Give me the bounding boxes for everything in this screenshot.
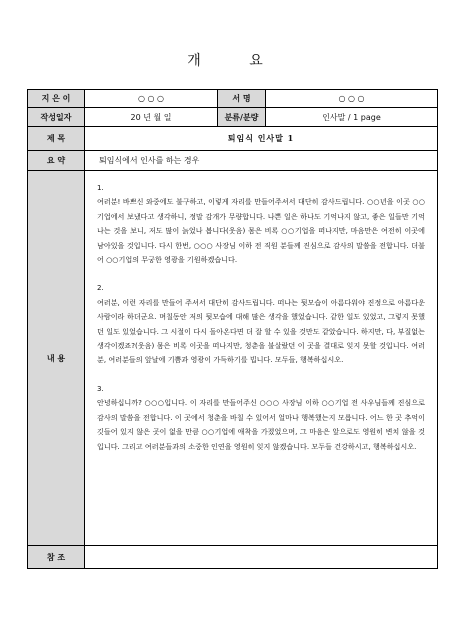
content-body	[85, 171, 438, 546]
paragraph-2-number: 2.	[97, 283, 104, 293]
paragraph-2: 여러분, 이런 자리를 만들어 주셔서 대단히 감사드립니다. 떠나는 뒷모습이 아름다워야 진정으로 아름다운 사람이라 하더군요. 며칠동안 저의 뒷모습에 대해 많은 생각을 했었습니다. 같한 일도 있었고, 그렇지 못했던 일도 있었습니다. 그 시절이 다시 돌아온다면 더 잘 할 수 있을 것만도 같았습니다. 하지만, 다, 부질없는 생각이겠죠?(웃음) 몸은 비록 이곳을 떠나지만, 청춘을 불살랐던 이 곳을 결대로 잊지 못할 것입니다. 여러분, 여러분들의 앞날에 기쁨과 영광이 가득하기를 빕니다. 모두들, 행복하십시오.	[97, 297, 425, 365]
name-value: ○ ○ ○	[266, 90, 438, 108]
paragraph-1: 여러분! 바쁘신 와중에도 불구하고, 이렇게 자리를 만들어주셔서 대단히 감사드립니다. ○○년을 이곳 ○○기업에서 보냈다고 생각하니, 정말 감개가 무량합니다. 나쁜 일은 하나도 기억나지 않고, 좋은 일들만 기억나는 것을 보니, 저도 많이 늙었나 봅니다(웃음) 몸은 비록 ○○기업을 떠나지만, 마음만은 여전히 이곳에 남아있을 것입니다. 다시 한번, ○○○ 사장님 이하 전 직원 분들께 진심으로 감사의 말씀을 전합니다. 더불어 ○○기업의 무궁한 영광을 기원하겠습니다.	[97, 197, 425, 265]
author-label: 지 은 이	[28, 90, 85, 108]
reference-label: 참 조	[28, 546, 85, 569]
paragraph-3-number: 3.	[97, 383, 104, 393]
reference-row	[28, 546, 438, 569]
document-form-table	[27, 89, 438, 569]
title-label: 제 목	[28, 127, 85, 151]
reference-value	[85, 546, 438, 569]
content-label: 내 용	[28, 171, 85, 546]
document-title: 퇴임식 인사말 1	[85, 127, 438, 151]
date-row	[28, 108, 438, 127]
name-label: 서 명	[218, 90, 266, 108]
date-label: 작성일자	[28, 108, 85, 127]
summary-value: 퇴임식에서 인사를 하는 경우	[85, 151, 438, 171]
summary-row	[28, 151, 438, 171]
paragraph-3: 안녕하십니까? ○○○입니다. 이 자리를 만들어주신 ○○○ 사장님 이하 ○○기업 전 사우님들께 진심으로 감사의 말씀을 전합니다. 이 곳에서 청춘을 바칠 수 있어서 얼마나 행복했는지 모릅니다. 어느 한 곳 추억이 깃들어 있지 않은 곳이 없을 만큼 ○○기업에 애착을 가졌었으며, 그 마음은 앞으로도 영원히 변치 않을 것입니다. 그리고 여러분들과의 소중한 인연을 영원히 잊지 않겠습니다. 모두들 건강하시고, 행복하십시오.	[97, 398, 425, 451]
summary-label: 요 약	[28, 151, 85, 171]
date-value: 20 년 월 일	[85, 108, 218, 127]
author-value: ○ ○ ○	[85, 90, 218, 108]
content-row	[28, 171, 438, 546]
author-row	[28, 90, 438, 108]
page-title: 개 요	[187, 53, 285, 69]
category-value: 인사말 / 1 page	[266, 108, 438, 127]
paragraph-1-number: 1.	[97, 183, 104, 192]
title-row	[28, 127, 438, 151]
category-label: 분류/분량	[218, 108, 266, 127]
